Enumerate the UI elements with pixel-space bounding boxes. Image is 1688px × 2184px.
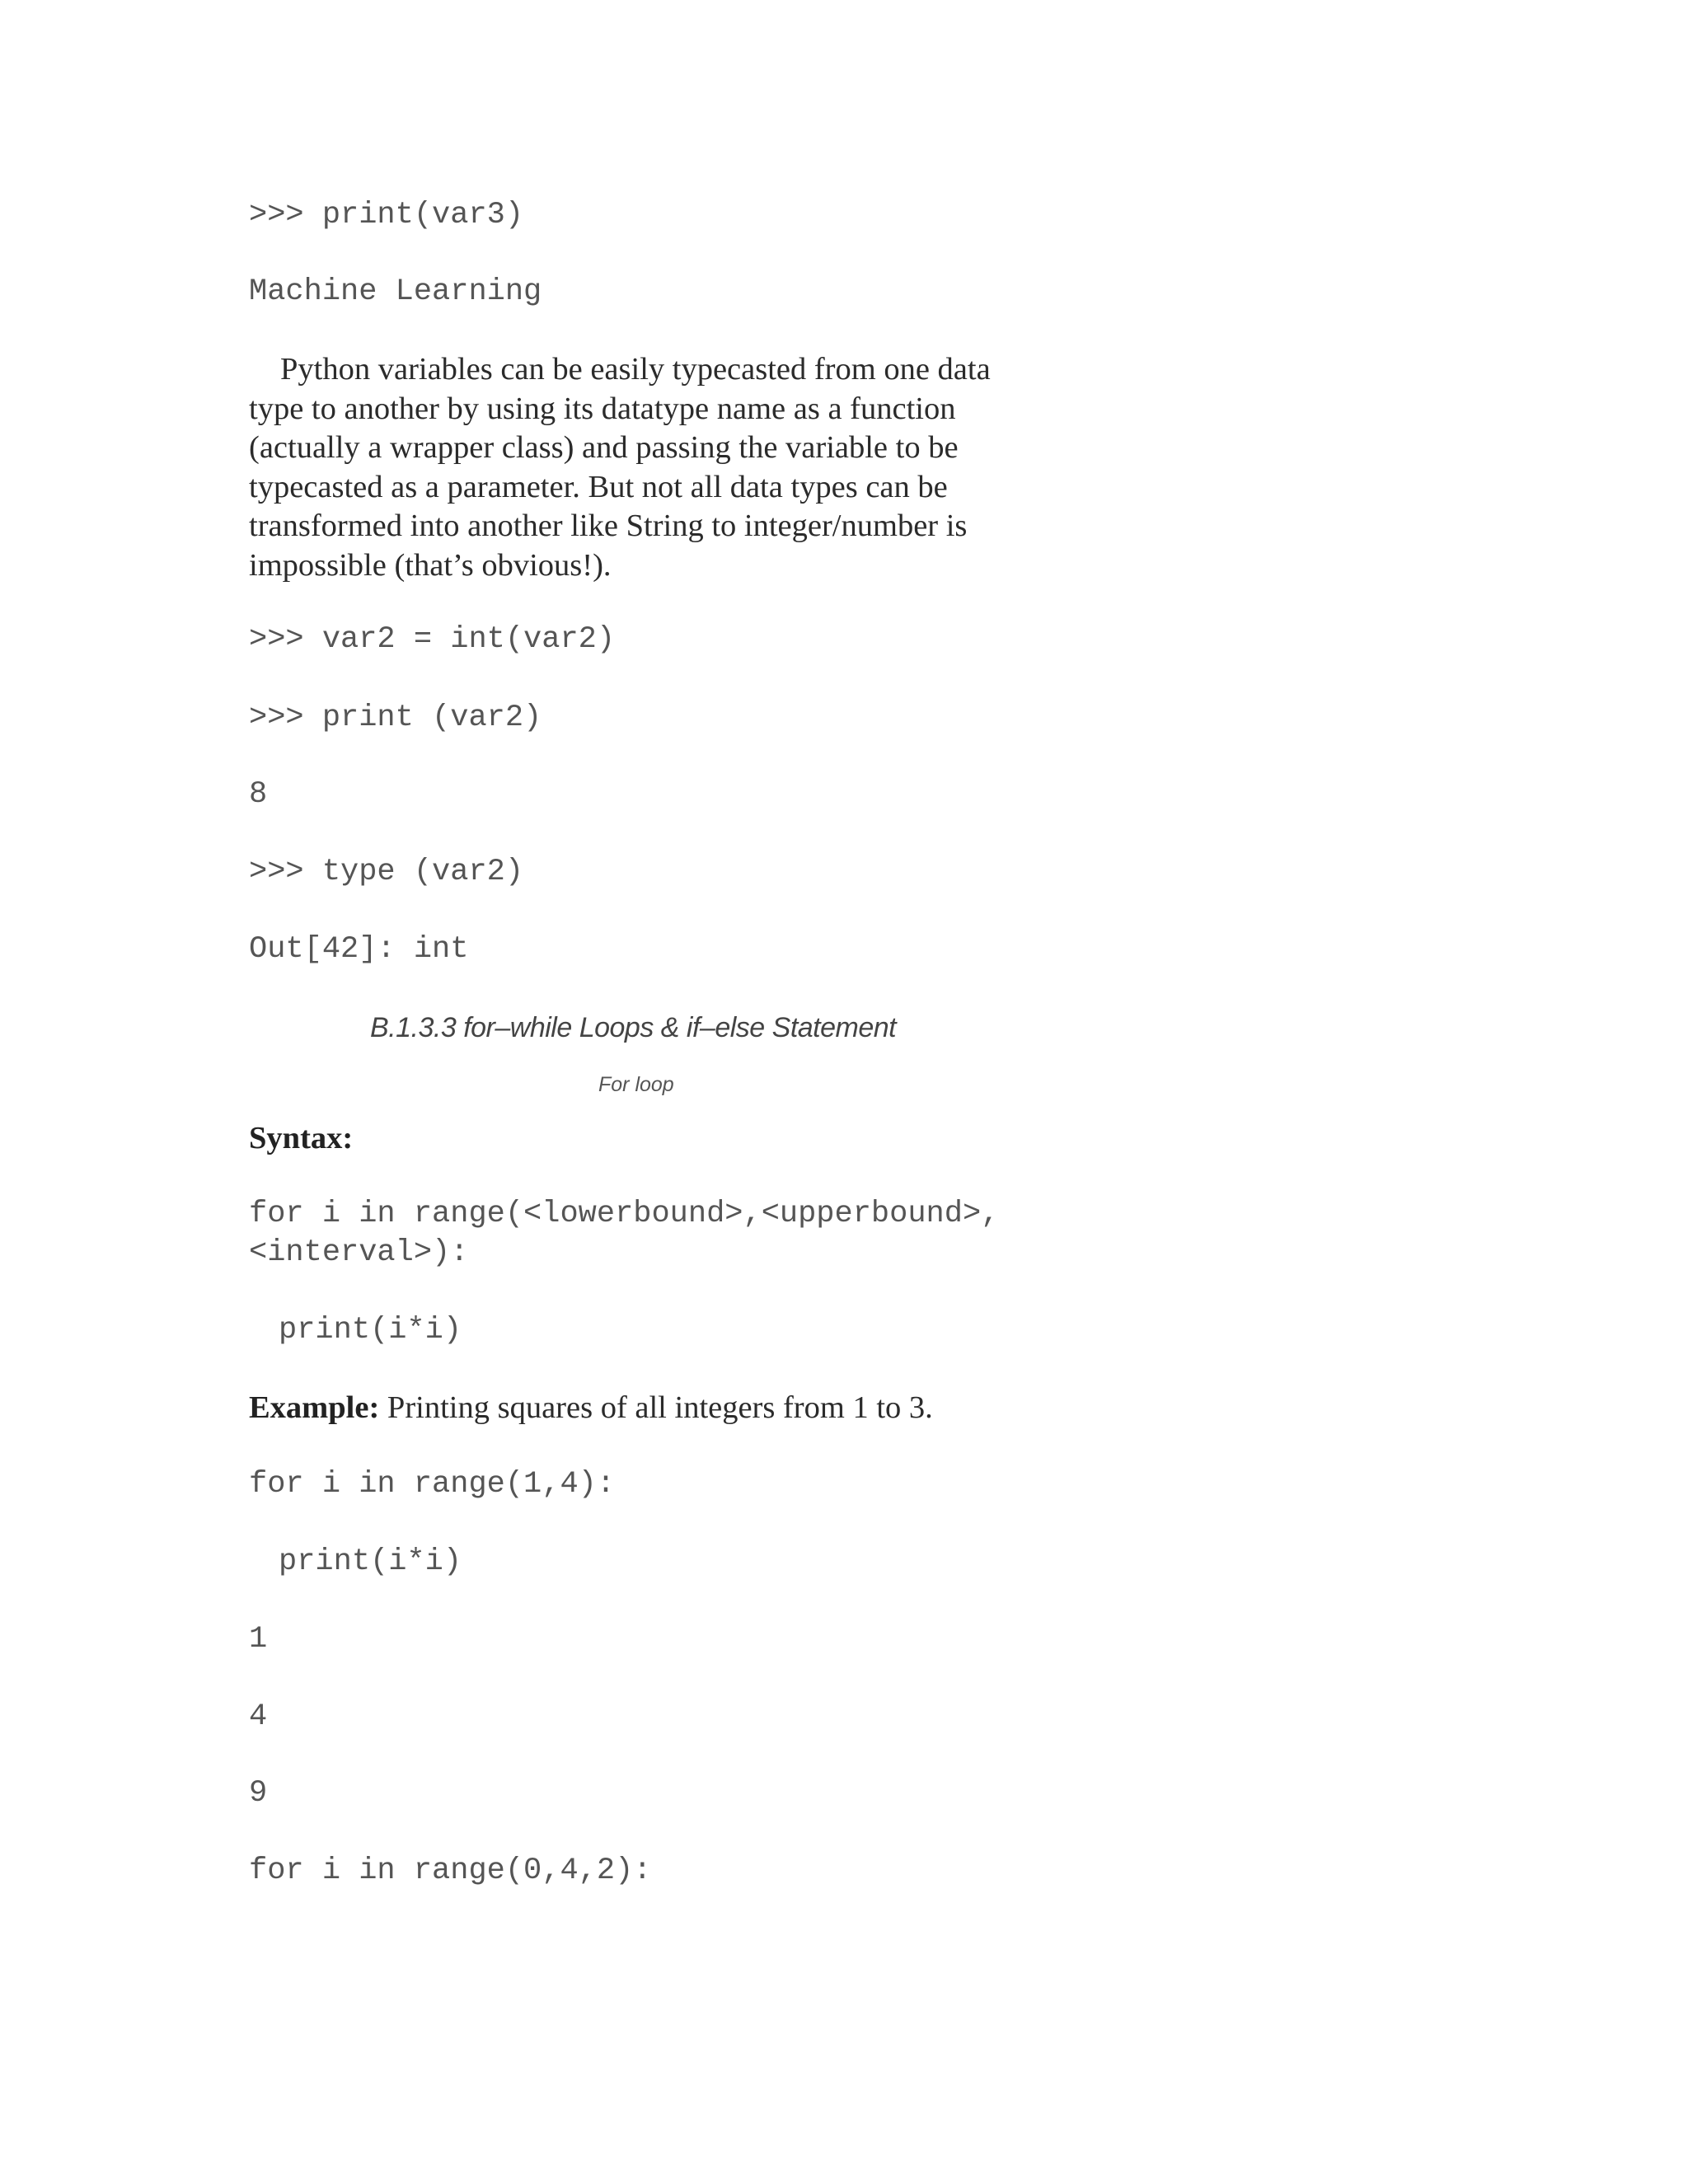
code-syntax-line-2: <interval>): [249, 1235, 469, 1270]
code-print-var3: >>> print(var3) [249, 198, 524, 232]
code-var2-int: >>> var2 = int(var2) [249, 622, 616, 657]
subheading-for-loop: For loop [598, 1073, 674, 1096]
section-heading: B.1.3.3 for–while Loops & if–else Statement [370, 1012, 897, 1043]
example-line [249, 1389, 933, 1428]
example-text: Printing squares of all integers from 1 to 3. [379, 1390, 933, 1425]
output-machine-learning: Machine Learning [249, 274, 542, 309]
syntax-label-text: Syntax: [249, 1121, 354, 1155]
code-syntax-line-1: for i in range(<lowerbound>,<upperbound>, [249, 1197, 1000, 1231]
code-syntax-body: print(i*i) [279, 1313, 462, 1347]
output-4: 4 [249, 1699, 268, 1734]
paragraph-typecasting: Python variables can be easily typecasted from one data type to another by using its datatype name as a function (actually a wrapper class) and passing the variable to be typecasted as a parameter. But not all data types can be transformed into another like String to integer/number is impossible (that’s obvious!). [249, 352, 991, 583]
output-9: 9 [249, 1776, 268, 1811]
output-8: 8 [249, 777, 268, 812]
code-example-body: print(i*i) [279, 1544, 462, 1579]
output-int: Out[42]: int [249, 932, 469, 967]
code-print-var2: >>> print (var2) [249, 701, 542, 735]
output-1: 1 [249, 1622, 268, 1657]
syntax-label [249, 1119, 353, 1159]
code-example-loop: for i in range(1,4): [249, 1467, 616, 1502]
example-label: Example: [249, 1390, 380, 1425]
code-range-step: for i in range(0,4,2): [249, 1854, 652, 1888]
code-type-var2: >>> type (var2) [249, 855, 524, 889]
